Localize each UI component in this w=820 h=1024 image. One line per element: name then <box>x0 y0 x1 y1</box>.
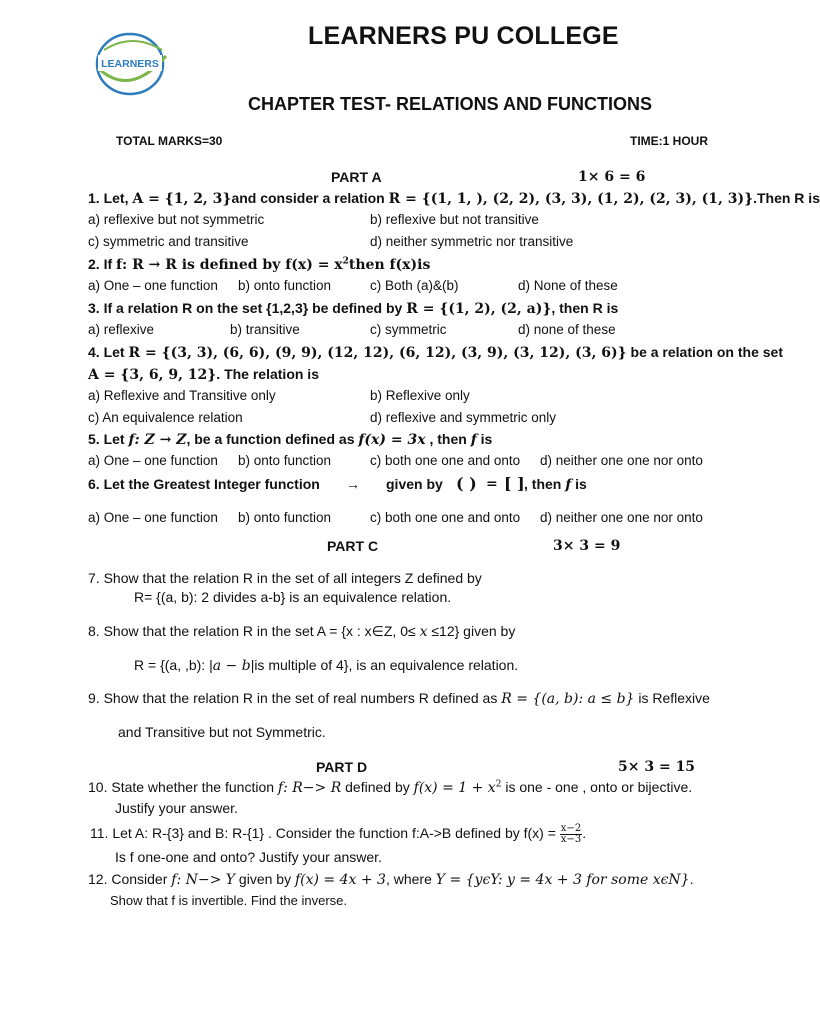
question-10-line2: Justify your answer. <box>115 800 238 816</box>
question-11-line1: 11. Let A: R-{3} and B: R-{1} . Consider the function f:A->B defined by f(x) = $\frac{x-2}{x-3}$ . <box>90 823 587 845</box>
q4-option-a: a) Reflexive and Transitive only <box>88 388 276 403</box>
question-3: 3. If a relation R on the set {1,2,3} be defined by R = {(1, 2), (2, a)}, then R is <box>88 300 619 317</box>
q1-option-a: a) reflexive but not symmetric <box>88 212 265 227</box>
q1-option-d: d) neither symmetric nor transitive <box>370 234 574 249</box>
q3-option-b: b) transitive <box>230 322 300 337</box>
question-11-line2: Is f one-one and onto? Justify your answer. <box>115 849 382 865</box>
q4-option-c: c) An equivalence relation <box>88 410 243 425</box>
q5-option-c: c) both one one and onto <box>370 453 521 468</box>
total-marks: TOTAL MARKS=30 <box>116 134 223 148</box>
test-title: CHAPTER TEST- RELATIONS AND FUNCTIONS <box>248 94 652 114</box>
q6-option-b: b) onto function <box>238 510 332 525</box>
q6-equals: = <box>486 476 498 492</box>
question-12-line2: Show that f is invertible. Find the inverse. <box>110 893 348 908</box>
question-2: 2. If f: R → R is defined by $f(x) = x^2then$ f(x)is <box>88 256 431 273</box>
college-logo <box>92 28 172 100</box>
q6-then: , then f is <box>524 476 587 493</box>
q6-option-c: c) both one one and onto <box>370 510 521 525</box>
question-7-line2: R= {(a, b): 2 divides a-b} is an equivalence relation. <box>134 589 452 605</box>
question-8-line2: R = {(a, ,b): |a − b|is multiple of 4}, is an equivalence relation. <box>134 657 519 674</box>
part-d-label: PART D <box>316 759 368 775</box>
part-a-label: PART A <box>331 169 382 185</box>
question-12-line1: 12. Consider f: N−> Y given by f(x) = 4x + 3, where Y = {yϵY: y = 4x + 3 for some xϵN}. <box>88 871 694 888</box>
q5-option-a: a) One – one function <box>88 453 218 468</box>
logo-text: LEARNERS <box>101 58 159 70</box>
question-4: 4. Let R = {(3, 3), (6, 6), (9, 9), (12, 12), (6, 12), (3, 9), (3, 12), (3, 6)} be a relation on the set <box>88 344 783 361</box>
question-9-line1: 9. Show that the relation R in the set of real numbers R defined as R = {(a, b): a ≤ b} is Reflexive <box>88 690 710 707</box>
time-limit: TIME:1 HOUR <box>630 134 708 148</box>
q4-option-b: b) Reflexive only <box>370 388 470 403</box>
q3-option-c: c) symmetric <box>370 322 447 337</box>
q6-given-by: given by <box>386 476 443 492</box>
part-c-label: PART C <box>327 538 379 554</box>
question-1: 1. Let, A = {1, 2, 3}and consider a relation R = {(1, 1, ), (2, 2), (3, 3), (1, 2), (2, 3), (1, 3)}.Then R is <box>88 190 820 207</box>
q2-option-d: d) None of these <box>518 278 618 293</box>
question-6: 6. Let the Greatest Integer function <box>88 476 320 492</box>
q2-option-c: c) Both (a)&(b) <box>370 278 459 293</box>
question-5: 5. Let f: Z → Z, be a function defined as f(x) = 3x , then f is <box>88 431 493 448</box>
q6-bracket: [ ] <box>504 474 525 493</box>
q11-fraction: $\frac{x-2}{x-3}$ <box>560 823 582 845</box>
q5-option-b: b) onto function <box>238 453 332 468</box>
q6-option-a: a) One – one function <box>88 510 218 525</box>
part-d-marks: 5× 3 = 15 <box>618 759 696 775</box>
q6-paren: ( ) <box>456 474 477 493</box>
q3-option-a: a) reflexive <box>88 322 155 337</box>
q5-option-d: d) neither one one nor onto <box>540 453 703 468</box>
question-7-line1: 7. Show that the relation R in the set of all integers Z defined by <box>88 570 482 586</box>
q6-option-d: d) neither one one nor onto <box>540 510 703 525</box>
part-a-marks: 1× 6 = 6 <box>578 169 646 185</box>
q1-option-b: b) reflexive but not transitive <box>370 212 539 227</box>
q4-option-d: d) reflexive and symmetric only <box>370 410 557 425</box>
question-9-line2: and Transitive but not Symmetric. <box>118 724 326 740</box>
q1-option-c: c) symmetric and transitive <box>88 234 249 249</box>
question-8-line1: 8. Show that the relation R in the set A = {x : x∈Z, 0≤ x ≤12} given by <box>88 623 516 640</box>
q2-option-a: a) One – one function <box>88 278 218 293</box>
part-c-marks: 3× 3 = 9 <box>553 538 621 554</box>
q6-arrow: → <box>346 476 360 492</box>
q2-option-b: b) onto function <box>238 278 332 293</box>
q3-option-d: d) none of these <box>518 322 616 337</box>
question-10-line1: 10. State whether the function f: R−> R defined by $f(x) = 1 + x^2$ is one - one , onto or bijective. <box>88 779 693 796</box>
college-name: LEARNERS PU COLLEGE <box>308 22 619 50</box>
question-4-line2: A = {3, 6, 9, 12}. The relation is <box>88 366 319 383</box>
